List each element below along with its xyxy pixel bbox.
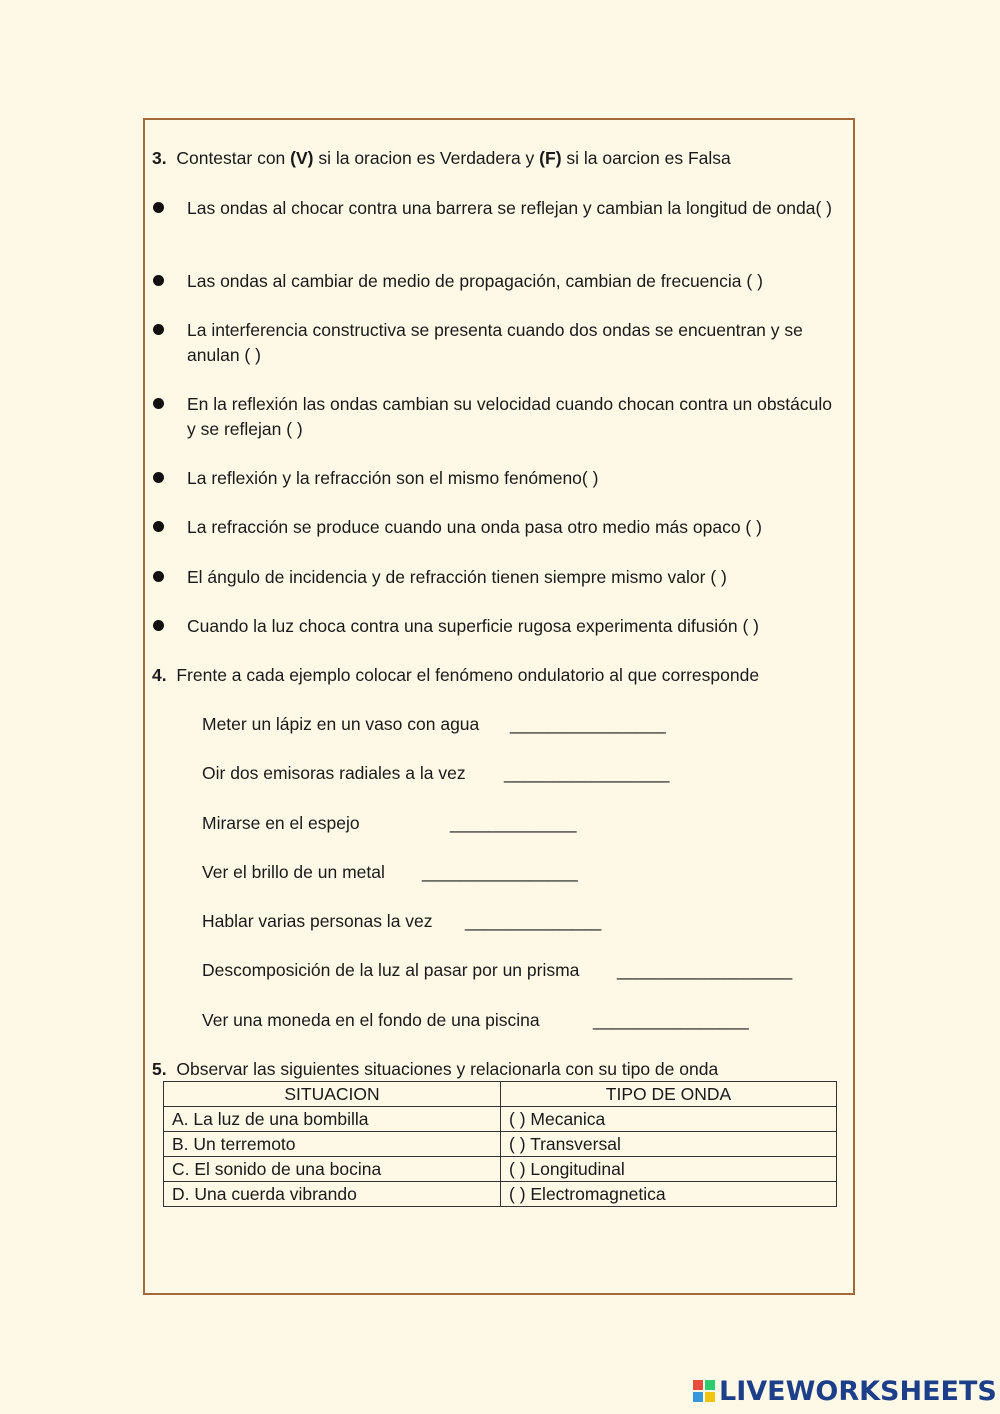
example-7-blank[interactable]: ________________	[593, 1010, 749, 1030]
wave-type-cell[interactable]: ( ) Electromagnetica	[501, 1182, 837, 1207]
wave-type-cell[interactable]: ( ) Longitudinal	[501, 1157, 837, 1182]
situation-cell: C. El sonido de una bocina	[164, 1157, 501, 1182]
example-2-label: Oir dos emisoras radiales a la vez	[202, 763, 466, 783]
wave-type-cell[interactable]: ( ) Transversal	[501, 1132, 837, 1157]
tf-item-8[interactable]: Cuando la luz choca contra una superficie rugosa experimenta difusión ( )	[187, 616, 759, 636]
table-row	[164, 1132, 837, 1157]
example-3-label: Mirarse en el espejo	[202, 813, 360, 833]
bullet-icon	[153, 202, 164, 213]
situation-cell: A. La luz de una bombilla	[164, 1107, 501, 1132]
wave-type-cell[interactable]: ( ) Mecanica	[501, 1107, 837, 1132]
liveworksheets-brand	[693, 1376, 997, 1406]
logo-square-icon	[705, 1380, 715, 1390]
tf-item-3[interactable]: La interferencia constructiva se presenta cuando dos ondas se encuentran y se anulan ( )	[187, 320, 803, 365]
bullet-icon	[153, 324, 164, 335]
table-header-row	[164, 1082, 837, 1107]
brand-name: LIVEWORKSHEETS	[719, 1375, 997, 1407]
tf-item-5[interactable]: La reflexión y la refracción son el mismo fenómeno( )	[187, 468, 599, 488]
bullet-icon	[153, 398, 164, 409]
bullet-icon	[153, 521, 164, 532]
header-tipo-de-onda: TIPO DE ONDA	[501, 1082, 837, 1107]
tf-item-7[interactable]: El ángulo de incidencia y de refracción tienen siempre mismo valor ( )	[187, 567, 727, 587]
relation-table	[163, 1081, 837, 1207]
example-6-label: Descomposición de la luz al pasar por un prisma	[202, 960, 580, 980]
example-1-blank[interactable]: ________________	[510, 714, 666, 734]
example-7-label: Ver una moneda en el fondo de una piscina	[202, 1010, 540, 1030]
table-row	[164, 1157, 837, 1182]
logo-square-icon	[693, 1380, 703, 1390]
example-6-blank[interactable]: __________________	[617, 960, 793, 980]
question-5-title: 5. Observar las siguientes situaciones y relacionarla con su tipo de onda	[152, 1059, 719, 1079]
example-2-blank[interactable]: _________________	[504, 763, 670, 783]
example-4-label: Ver el brillo de un metal	[202, 862, 385, 882]
tf-item-1[interactable]: Las ondas al chocar contra una barrera se reflejan y cambian la longitud de onda( )	[187, 198, 832, 218]
table-row	[164, 1182, 837, 1207]
example-5-label: Hablar varias personas la vez	[202, 911, 433, 931]
example-5-blank[interactable]: ______________	[465, 911, 602, 931]
bullet-icon	[153, 571, 164, 582]
logo-square-icon	[693, 1392, 703, 1402]
bullet-icon	[153, 472, 164, 483]
bullet-icon	[153, 620, 164, 631]
question-3-title: 3. Contestar con (V) si la oracion es Verdadera y (F) si la oarcion es Falsa	[152, 148, 731, 168]
tf-item-6[interactable]: La refracción se produce cuando una onda pasa otro medio más opaco ( )	[187, 517, 762, 537]
table-row	[164, 1107, 837, 1132]
example-4-blank[interactable]: ________________	[422, 862, 578, 882]
situation-cell: B. Un terremoto	[164, 1132, 501, 1157]
example-1-label: Meter un lápiz en un vaso con agua	[202, 714, 480, 734]
logo-square-icon	[705, 1392, 715, 1402]
liveworksheets-logo-icon	[693, 1380, 715, 1402]
example-3-blank[interactable]: _____________	[450, 813, 577, 833]
tf-item-2[interactable]: Las ondas al cambiar de medio de propagación, cambian de frecuencia ( )	[187, 271, 763, 291]
header-situacion: SITUACION	[164, 1082, 501, 1107]
situation-cell: D. Una cuerda vibrando	[164, 1182, 501, 1207]
tf-item-4[interactable]: En la reflexión las ondas cambian su velocidad cuando chocan contra un obstáculo y se reflejan ( )	[187, 394, 832, 439]
question-4-title: 4. Frente a cada ejemplo colocar el fenómeno ondulatorio al que corresponde	[152, 665, 760, 685]
bullet-icon	[153, 275, 164, 286]
